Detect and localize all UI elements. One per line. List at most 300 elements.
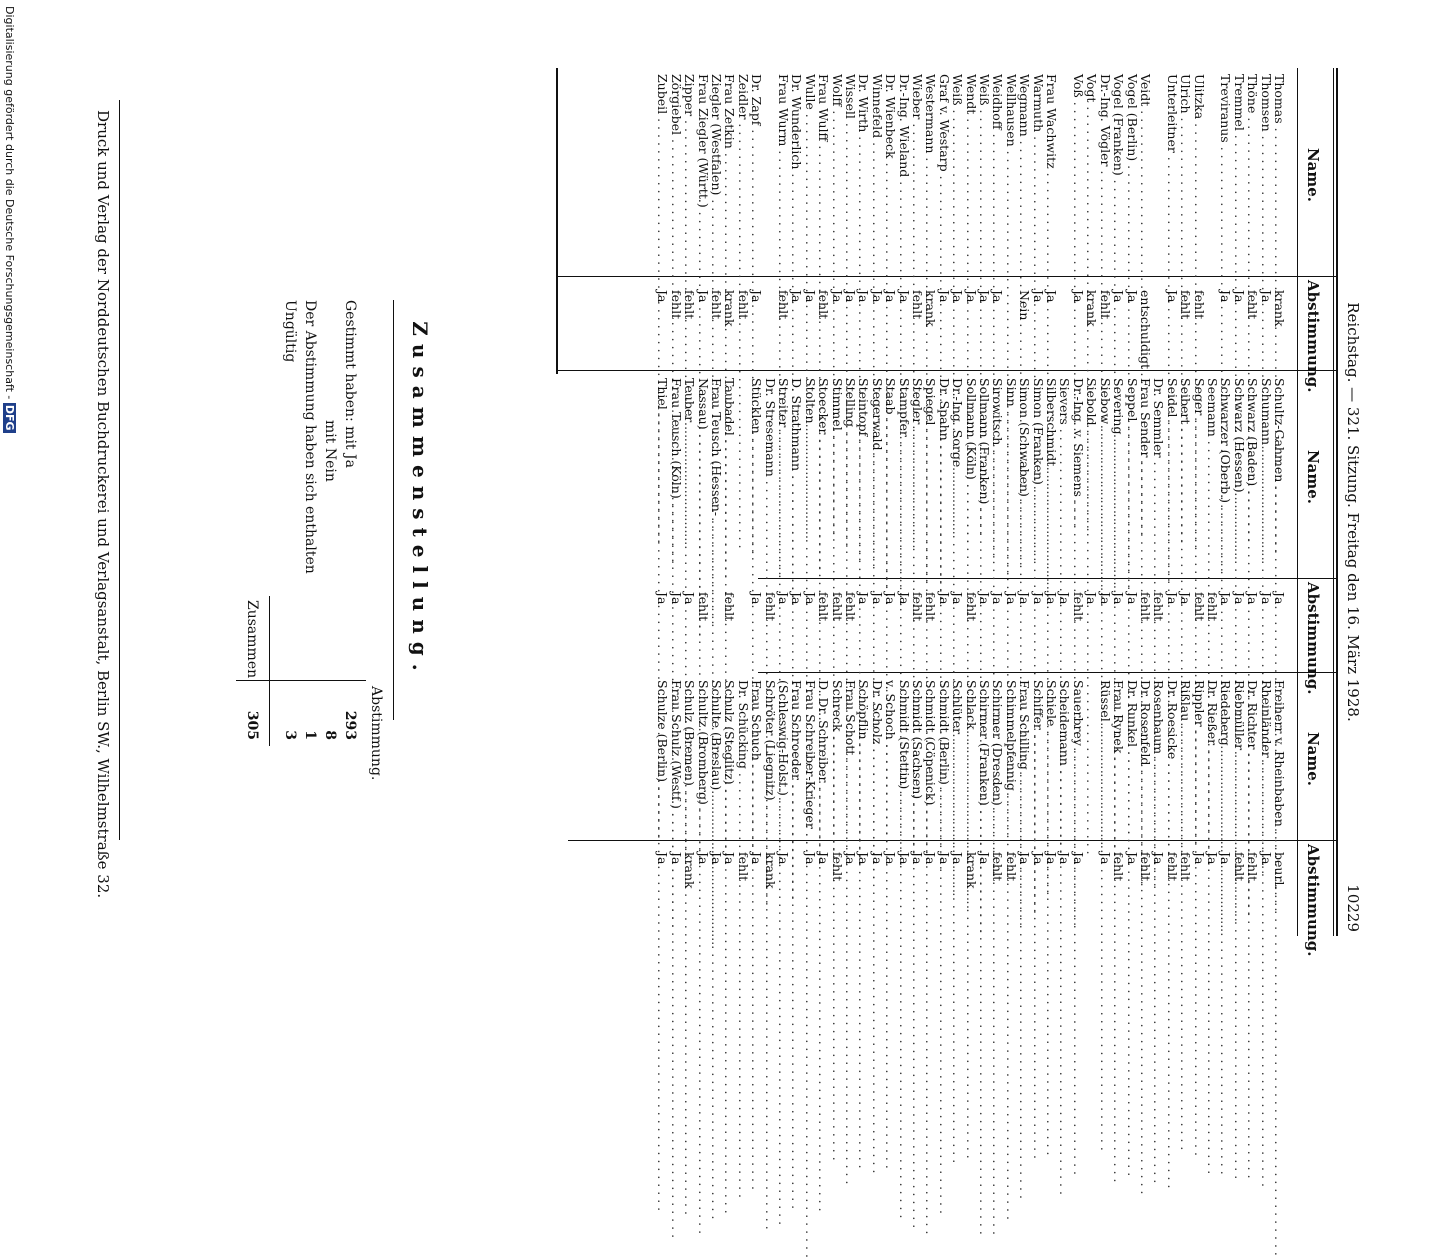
vote-cell: Ja <box>1164 290 1180 303</box>
name-cell: Zörgiebel . . . <box>669 74 682 272</box>
name-cell: Tremmel . . . <box>1232 74 1245 272</box>
name-cell: Rüssel . . . <box>1098 680 1111 836</box>
vote-cell: Ja <box>749 592 765 605</box>
vote-cell <box>1206 290 1219 366</box>
col1-vote-header: Abstimmung. <box>1304 280 1322 393</box>
vote-cell: fehlt <box>735 852 751 882</box>
name-cell: Wendt . . . <box>964 74 977 272</box>
summary-vote-header: Abstimmung. <box>368 686 384 781</box>
col3-name-header: Name. <box>1304 731 1322 787</box>
name-cell: Dr. Stresemann . . . <box>763 378 776 574</box>
name-cell: Frau Schroeder . . . <box>790 680 803 836</box>
name-cell: Stegler . . . <box>911 378 924 574</box>
name-cell: Sollmann (Franken) . . . <box>978 378 991 574</box>
vote-cell: Ja <box>856 852 872 865</box>
name-cell: Rheinländer . . . <box>1259 680 1272 836</box>
name-cell: Spiegel . . . <box>924 378 937 574</box>
col2-names <box>656 378 1286 574</box>
name-cell: Frau Sender . . . <box>1139 378 1152 574</box>
name-cell: Frau Schott . . . <box>844 680 857 836</box>
name-cell: Rißlau . . . <box>1179 680 1192 836</box>
vote-cell: Ja <box>1044 290 1060 303</box>
name-cell: Dr. Rosenfeld . . . <box>1139 680 1152 836</box>
name-cell: Frau Wulff . . . <box>817 74 830 272</box>
vote-cell: Ja <box>655 290 671 303</box>
summary-total-value: 305 <box>244 710 260 740</box>
vote-cell: Ja <box>883 592 899 605</box>
name-cell: Stegerwald . . . <box>870 378 883 574</box>
name-cell: Sirowitsch . . . <box>991 378 1004 574</box>
col1-votes <box>655 290 1287 370</box>
name-cell: Scheidemann . . . <box>1058 680 1071 836</box>
dfg-logo: DFG <box>3 404 16 431</box>
name-cell: Frau Teusch (Köln) . . . <box>669 378 682 574</box>
name-cell: Stoecker . . . <box>817 378 830 574</box>
vote-cell: Ja <box>843 852 858 865</box>
vote-cell: Ja <box>682 592 698 605</box>
name-cell: Sollmann (Köln) . . . <box>964 378 977 574</box>
name-cell: Ulitzka . . . <box>1192 74 1205 272</box>
vote-cell: Ja <box>896 592 912 605</box>
col1-name-header: Name. <box>1304 147 1322 203</box>
vote-cell <box>1085 852 1098 936</box>
vote-cell: Ja <box>1245 592 1261 605</box>
name-cell: Dr. Richter . . . <box>1246 680 1259 836</box>
vote-cell: Ja <box>923 852 939 865</box>
vote-cell: Ja <box>749 290 765 303</box>
vote-cell: Ja <box>1272 592 1287 605</box>
name-cell: Staab . . . <box>884 378 897 574</box>
digitization-text: Digitalisierung gefördert durch die Deutsche Forschungsgemeinschaft - <box>3 6 16 400</box>
vote-cell: fehlt <box>843 592 858 622</box>
name-cell: Weidhoff . . . <box>991 74 1004 272</box>
vote-cell: Ja <box>1084 592 1100 605</box>
name-cell: v. Schoch . . . <box>884 680 897 836</box>
vote-cell: Ja <box>1191 852 1207 865</box>
name-cell: Stolten . . . <box>803 378 816 574</box>
printer-imprint: Druck und Verlag der Norddeutschen Buchdruckerei und Verlagsanstalt, Berlin SW., Wilhelmstraße 32. <box>94 110 112 899</box>
vote-cell: fehlt <box>735 290 751 320</box>
vote-cell: Ja <box>1218 290 1234 303</box>
vote-cell: Ja <box>749 852 765 865</box>
summary-total-rule <box>269 596 270 746</box>
summary-total-label: Zusammen <box>244 600 260 679</box>
name-cell: Weiß . . . <box>978 74 991 272</box>
name-cell: Schreck . . . <box>830 680 843 836</box>
name-cell: Stücklen . . . <box>750 378 763 574</box>
vote-cell: Ja <box>1151 852 1167 865</box>
vote-cell: Ja <box>1097 852 1113 865</box>
name-cell: Thiel . . . <box>656 378 669 574</box>
name-cell: Schimmelpfennig . . . <box>1004 680 1017 836</box>
name-cell: Stampfer . . . <box>897 378 910 574</box>
summary-invalid-value: 3 <box>282 730 298 740</box>
name-cell: Ulrich . . . <box>1179 74 1192 272</box>
name-cell: Schmidt (Berlin) . . . <box>937 680 950 836</box>
vote-cell: Ja <box>883 852 899 865</box>
vote-cell: Ja <box>655 592 671 605</box>
vote-cell: Ja <box>950 852 966 865</box>
name-cell: Schirmer (Dresden) . . . <box>991 680 1004 836</box>
vote-cell: Ja <box>1003 592 1019 605</box>
name-cell: D. Strathmann . . . <box>790 378 803 574</box>
name-cell: Simon (Franken) . . . <box>1031 378 1044 574</box>
name-cell: Thomas . . . <box>1273 74 1286 272</box>
vote-cell: fehlt <box>923 592 939 622</box>
vote-cell: Ja <box>789 592 805 605</box>
name-cell <box>1085 680 1098 836</box>
name-cell: Seger . . . <box>1192 378 1205 574</box>
name-cell: Dr. Scholz . . . <box>870 680 883 836</box>
vote-cell: Ja <box>1030 290 1046 303</box>
digitization-notice <box>3 6 16 433</box>
vote-cell: Ja <box>977 852 993 865</box>
vote-cell: Ja <box>668 852 684 865</box>
vote-cell: Ja <box>816 852 832 865</box>
vote-cell: krank <box>1272 290 1287 327</box>
vote-cell: fehlt <box>816 592 832 622</box>
name-cell: Schiffer . . . <box>1031 680 1044 836</box>
name-cell: Thöne . . . <box>1246 74 1259 272</box>
vote-cell: fehlt <box>1137 592 1153 622</box>
name-cell: Frau Rynek . . . <box>1112 680 1125 836</box>
page-number: 10229 <box>1344 884 1362 932</box>
vote-cell: Nein <box>1017 290 1033 321</box>
vote-cell: Ja <box>1070 290 1086 303</box>
vote-cell: Ja <box>856 592 872 605</box>
vote-cell: fehlt <box>816 290 832 320</box>
name-cell: Zeidler . . . <box>736 74 749 272</box>
name-cell: Wieber . . . <box>911 74 924 272</box>
name-cell: Schmidt (Sachsen) . . . <box>911 680 924 836</box>
name-cell: Wissell . . . <box>844 74 857 272</box>
vote-cell: beurl. <box>1272 852 1287 890</box>
col3-vote-header: Abstimmung. <box>1304 844 1322 957</box>
name-cell: Dr. Wunderlich . . . <box>790 74 803 272</box>
name-cell <box>763 74 776 272</box>
vote-cell: Ja <box>1124 290 1140 303</box>
vote-cell: Ja <box>856 290 872 303</box>
name-cell: Frau Schreiber-Krieger . . . <box>803 680 816 836</box>
vote-cell: Ja <box>990 290 1006 303</box>
vote-cell: fehlt <box>695 592 711 622</box>
name-cell: Schiele . . . <box>1045 680 1058 836</box>
name-cell: Nassau) . . . <box>696 378 709 574</box>
name-cell: Schmidt (Stettin) . . . <box>897 680 910 836</box>
col1-bottom-rule <box>556 68 558 374</box>
name-cell: Frau Wachwitz . . . <box>1045 74 1058 272</box>
name-cell: Riebmüller . . . <box>1232 680 1245 836</box>
summary-no-label: mit Nein <box>322 420 338 482</box>
vote-cell: Ja <box>1030 852 1046 865</box>
name-cell <box>1152 74 1165 272</box>
vote-cell: fehlt <box>668 290 684 320</box>
footer-rule <box>119 100 120 840</box>
header-rule-bottom <box>1297 68 1298 936</box>
vote-cell <box>1004 290 1017 366</box>
name-cell: Unterleitner . . . <box>1165 74 1178 272</box>
name-cell: Weiß . . . <box>951 74 964 272</box>
name-cell: Dr. Semmler . . . <box>1152 378 1165 574</box>
vote-cell: Ja <box>883 290 899 303</box>
col2-votes <box>656 592 1286 668</box>
vote-cell: fehlt <box>990 852 1006 882</box>
name-cell: Vogt . . . <box>1085 74 1098 272</box>
vote-cell: Ja <box>1057 852 1073 865</box>
summary-value-divider <box>236 680 366 681</box>
name-cell: Seemann . . . <box>1206 378 1219 574</box>
vote-cell: Ja <box>1111 592 1127 605</box>
vote-cell: Ja <box>963 290 979 303</box>
vote-cell: Ja <box>1030 592 1046 605</box>
name-cell: Vogel (Franken) . . . <box>1112 74 1125 272</box>
name-cell: Siebow . . . <box>1098 378 1111 574</box>
vote-cell: krank <box>682 852 698 889</box>
vote-cell: Ja <box>936 592 952 605</box>
name-cell: Schwarzer (Oberb.) . . . <box>1219 378 1232 574</box>
name-cell: Schlack . . . <box>964 680 977 836</box>
vote-cell: entschuldigt <box>1137 290 1153 370</box>
name-cell: Schwarz (Baden) . . . <box>1246 378 1259 574</box>
vote-cell: fehlt <box>722 592 738 622</box>
name-cell: Seibert . . . <box>1179 378 1192 574</box>
name-cell: Schlüter . . . <box>951 680 964 836</box>
name-cell: Frau Schilling . . . <box>1018 680 1031 836</box>
name-cell: Rippler . . . <box>1192 680 1205 836</box>
vote-cell: Ja <box>869 852 885 865</box>
name-cell: Westermann . . . <box>924 74 937 272</box>
vote-cell: fehlt <box>762 592 778 622</box>
header-rule-top <box>1336 68 1338 936</box>
name-cell: Sauerbrey . . . <box>1072 680 1085 836</box>
vote-cell: fehlt <box>1070 592 1086 622</box>
vote-cell: Ja <box>936 852 952 865</box>
name-cell: Wellhausen . . . <box>1004 74 1017 272</box>
summary-yes-label: Gestimmt haben: mit Ja <box>342 300 358 468</box>
vote-cell: Ja <box>668 592 684 605</box>
summary-no-value: 8 <box>322 730 338 740</box>
name-cell: Ziegler (Westfalen) . . . <box>710 74 723 272</box>
name-cell: Sievers . . . <box>1058 378 1071 574</box>
name-cell: Zipper . . . <box>683 74 696 272</box>
vote-cell: Ja <box>1044 592 1060 605</box>
name-cell: Streiter . . . <box>777 378 790 574</box>
vote-cell: Ja <box>1044 852 1060 865</box>
vote-cell: Ja <box>1258 592 1274 605</box>
vote-cell: Ja <box>1070 852 1086 865</box>
vote-cell: fehlt <box>829 852 845 882</box>
vote-cell: Ja <box>1057 592 1073 605</box>
page-title: Reichstag. — 321. Sitzung. Freitag den 16. März 1928. <box>1344 302 1362 722</box>
summary-abstain-label: Der Abstimmung haben sich enthalten <box>302 300 318 574</box>
vote-cell: Ja <box>775 852 791 865</box>
vote-cell <box>1152 290 1165 366</box>
summary-yes-value: 293 <box>342 710 358 740</box>
name-cell: Winnefeld . . . <box>870 74 883 272</box>
vote-cell: fehlt <box>829 592 845 622</box>
vote-cell: fehlt <box>1245 290 1261 320</box>
name-cell: Taubadel . . . <box>723 378 736 574</box>
vote-cell: krank <box>923 290 939 327</box>
vote-cell: Ja <box>936 290 952 303</box>
name-cell: Dr.-Ing. Wieland . . . <box>897 74 910 272</box>
name-cell <box>1058 74 1071 272</box>
vote-cell: Ja <box>843 290 858 303</box>
name-cell: Riedeberg . . . <box>1219 680 1232 836</box>
vote-cell: Ja <box>1017 592 1033 605</box>
name-cell: Silberschmidt . . . <box>1045 378 1058 574</box>
vote-cell: Ja <box>896 852 912 865</box>
vote-cell: Ja <box>655 852 671 865</box>
vote-cell: Ja <box>695 852 711 865</box>
vote-cell: Ja <box>1258 852 1274 865</box>
vote-cell: Ja <box>1204 852 1220 865</box>
name-cell: Dr.-Ing. v. Siemens . . . <box>1072 378 1085 574</box>
vote-cell: Ja <box>722 852 738 865</box>
name-cell <box>736 378 749 574</box>
vote-cell: Ja <box>896 290 912 303</box>
vote-cell: Ja <box>869 592 885 605</box>
vote-cell: Ja <box>950 592 966 605</box>
vote-cell: fehlt <box>1097 290 1113 320</box>
vote-cell <box>736 592 749 668</box>
name-cell: Sinn . . . <box>1004 378 1017 574</box>
summary-title: Zusammenstellung. <box>408 321 432 679</box>
vote-cell: Ja <box>1124 592 1140 605</box>
vote-cell: Ja <box>695 290 711 303</box>
name-cell: Schmidt (Cöpenick) . . . <box>924 680 937 836</box>
vote-cell: Ja <box>1017 852 1033 865</box>
vote-cell: Ja <box>1097 592 1113 605</box>
vote-cell: Ja <box>1178 592 1194 605</box>
vote-cell: Ja <box>789 290 805 303</box>
name-cell: Graf v. Westarp . . . <box>937 74 950 272</box>
vote-cell <box>763 290 776 366</box>
name-cell: Voß . . . <box>1072 74 1085 272</box>
vote-cell: Ja <box>802 290 818 303</box>
vote-cell: Ja <box>1111 290 1127 303</box>
name-cell: Dr.-Ing. Vögler . . . <box>1098 74 1111 272</box>
vote-cell: Ja <box>802 852 818 865</box>
vote-cell: fehlt <box>1231 852 1247 882</box>
vote-cell: Ja <box>829 290 845 303</box>
name-cell: Dr.-Ing. Sorge . . . <box>951 378 964 574</box>
name-cell: Freiherr v. Rheinbaben . . . <box>1273 680 1286 836</box>
name-cell: Schumann . . . <box>1259 378 1272 574</box>
name-cell: Teuber . . . <box>683 378 696 574</box>
name-cell: Schulze (Berlin) . . . <box>656 680 669 836</box>
vote-cell: Ja <box>950 290 966 303</box>
name-cell: Rosenbaum . . . <box>1152 680 1165 836</box>
vote-cell: krank <box>963 852 979 889</box>
name-cell: Vogel (Berlin) . . . <box>1125 74 1138 272</box>
vote-cell: krank <box>1084 290 1100 327</box>
vote-cell: Ja <box>802 592 818 605</box>
name-cell: Seppel . . . <box>1125 378 1138 574</box>
col1-names <box>656 74 1286 272</box>
name-cell: Frau Ziegler (Württ.) . . . <box>696 74 709 272</box>
name-cell: Stimmel . . . <box>830 378 843 574</box>
vote-cell: Ja <box>869 290 885 303</box>
name-cell: Siebold . . . <box>1085 378 1098 574</box>
name-cell: Dr. Spahn . . . <box>937 378 950 574</box>
vote-cell: Ja <box>775 592 791 605</box>
name-cell: Dr. Schücking . . . <box>736 680 749 836</box>
vote-cell: fehlt <box>1164 852 1180 882</box>
name-cell: Frau Schuch . . . <box>750 680 763 836</box>
header-rule-top-inner <box>1333 68 1334 936</box>
name-cell: Wolff . . . <box>830 74 843 272</box>
vote-cell: fehlt <box>775 290 791 320</box>
name-cell: Schultz (Bromberg) . . . <box>696 680 709 836</box>
name-cell: Frau Schulz (Westf.) . . . <box>669 680 682 836</box>
summary-rule <box>393 300 394 720</box>
name-cell: Frau Wurm . . . <box>777 74 790 272</box>
col2-vote-header: Abstimmung. <box>1304 582 1322 695</box>
name-cell: Wegmann . . . <box>1018 74 1031 272</box>
vote-cell: Ja <box>1124 852 1140 865</box>
name-cell: Severing . . . <box>1112 378 1125 574</box>
name-cell <box>1206 74 1219 272</box>
vote-cell <box>1058 290 1071 366</box>
col3-names <box>656 680 1286 836</box>
vote-cell: Ja <box>977 592 993 605</box>
name-cell: Schöpflin . . . <box>857 680 870 836</box>
name-cell: Stelling . . . <box>844 378 857 574</box>
name-cell: Thomsen . . . <box>1259 74 1272 272</box>
vote-cell <box>710 592 723 668</box>
name-cell: Schultz-Gahmen . . . <box>1273 378 1286 574</box>
vote-cell <box>790 852 803 936</box>
name-cell: Dr. Wienbeck . . . <box>884 74 897 272</box>
name-cell: Warmuth . . . <box>1031 74 1044 272</box>
name-cell: Frau Zetkin . . . <box>723 74 736 272</box>
summary-abstain-value: 1 <box>302 730 318 740</box>
vote-cell: fehlt <box>708 290 724 320</box>
name-cell: Treviranus . . . <box>1219 74 1232 272</box>
name-cell: Dr. Zapf . . . <box>750 74 763 272</box>
name-cell: Wulle . . . <box>803 74 816 272</box>
name-cell: D. Dr. Schreiber . . . <box>817 680 830 836</box>
name-cell: Dr. Roesicke . . . <box>1165 680 1178 836</box>
vote-cell: Ja <box>1218 592 1234 605</box>
vote-cell: Ja <box>1231 592 1247 605</box>
name-cell: Dr. Runkel . . . <box>1125 680 1138 836</box>
vote-cell: fehlt <box>1204 592 1220 622</box>
name-cell: Dr. Wirth . . . <box>857 74 870 272</box>
vote-cell: Ja <box>910 852 926 865</box>
name-cell: Schirmer (Franken) . . . <box>978 680 991 836</box>
col2-name-header: Name. <box>1304 449 1322 505</box>
name-cell: Steintopf . . . <box>857 378 870 574</box>
name-cell: Veidt . . . <box>1139 74 1152 272</box>
vote-cell: fehlt <box>1178 290 1194 320</box>
vote-cell: fehlt <box>1151 592 1167 622</box>
name-cell: Schröter (Liegnitz) . . . <box>763 680 776 836</box>
vote-cell: fehlt <box>1111 852 1127 882</box>
vote-cell: Ja <box>708 852 724 865</box>
name-cell: Schulz (Bremen) . . . <box>683 680 696 836</box>
vote-cell: fehlt <box>910 290 926 320</box>
vote-cell: fehlt <box>682 290 698 320</box>
vote-cell: Ja <box>1218 852 1234 865</box>
name-cell: Schulz (Steglitz) . . . <box>723 680 736 836</box>
name-cell: Zubeil . . . <box>656 74 669 272</box>
name-cell: Seidel . . . <box>1165 378 1178 574</box>
vote-cell: krank <box>762 852 778 889</box>
vote-cell: Ja <box>1164 592 1180 605</box>
vote-cell: fehlt <box>910 592 926 622</box>
